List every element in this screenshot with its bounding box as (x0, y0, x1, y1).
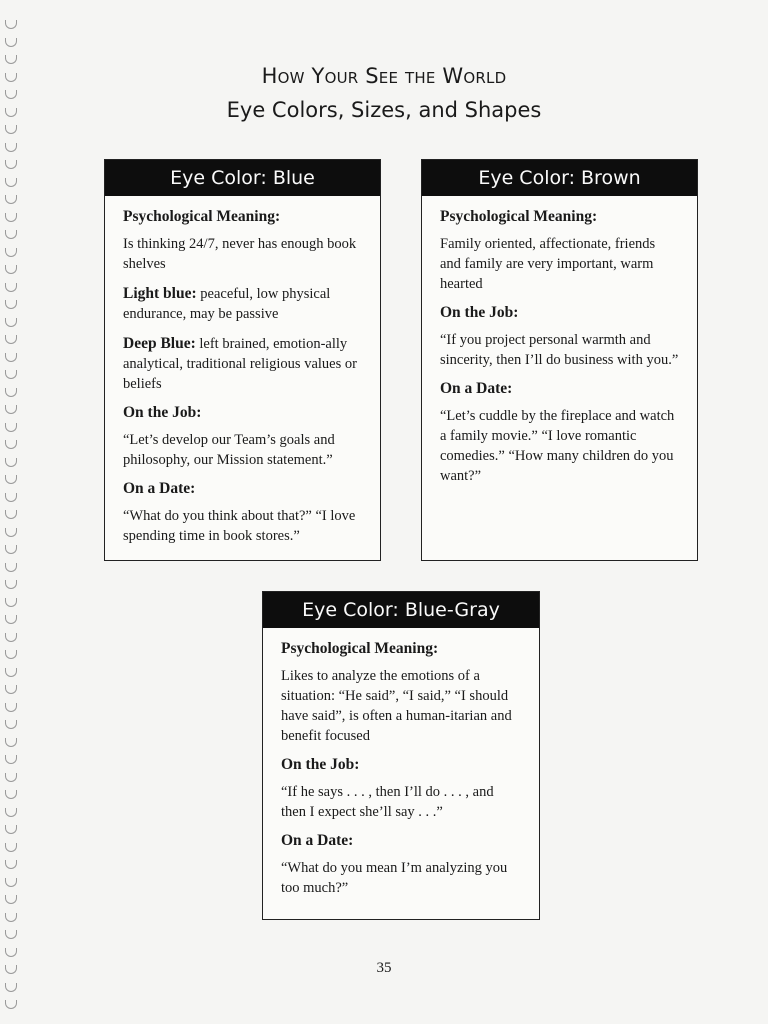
binding-ring (5, 440, 17, 449)
binding-ring (5, 55, 17, 64)
deep-blue-entry (123, 334, 362, 394)
deep-blue-text: left brained, emotion-ally analytical, traditional religious values or beliefs (123, 336, 357, 392)
binding-ring (5, 283, 17, 292)
binding-ring (5, 720, 17, 729)
binding-ring (5, 125, 17, 134)
card-header: Eye Color: Blue-Gray (263, 592, 539, 628)
binding-ring (5, 528, 17, 537)
binding-ring (5, 598, 17, 607)
binding-ring (5, 895, 17, 904)
on-the-job-heading: On the Job: (123, 404, 202, 421)
page-number: 35 (376, 960, 392, 976)
binding-ring (5, 545, 17, 554)
binding-ring (5, 580, 17, 589)
spiral-binding (2, 20, 24, 1020)
binding-ring (5, 615, 17, 624)
binding-ring (5, 913, 17, 922)
binding-ring (5, 860, 17, 869)
binding-ring (5, 353, 17, 362)
binding-ring (5, 335, 17, 344)
binding-ring (5, 790, 17, 799)
light-blue-entry (123, 284, 362, 324)
binding-ring (5, 773, 17, 782)
binding-ring (5, 843, 17, 852)
binding-ring (5, 1000, 17, 1009)
psychological-meaning-text: Is thinking 24/7, never has enough book shelves (123, 236, 357, 272)
on-a-date-text: “What do you think about that?” “I love spending time in book stores.” (123, 508, 356, 544)
binding-ring (5, 20, 17, 29)
psychological-meaning-text: Family oriented, affectionate, friends and family are very important, warm hearted (440, 236, 656, 292)
binding-ring (5, 983, 17, 992)
binding-ring (5, 160, 17, 169)
psychological-meaning-text: Likes to analyze the emotions of a situation: “He said”, “I said,” “I should have said”, is often a human-itarian and benefit focused (281, 668, 512, 744)
on-the-job-heading: On the Job: (281, 756, 360, 773)
on-a-date-heading: On a Date: (123, 480, 196, 497)
binding-ring (5, 685, 17, 694)
binding-ring (5, 143, 17, 152)
binding-ring (5, 405, 17, 414)
card-blue (104, 159, 381, 561)
on-a-date-text: “What do you mean I’m analyzing you too much?” (281, 860, 508, 896)
on-the-job-heading: On the Job: (440, 304, 519, 321)
binding-ring (5, 318, 17, 327)
binding-ring (5, 563, 17, 572)
light-blue-text: peaceful, low physical endurance, may be passive (123, 286, 331, 322)
binding-ring (5, 265, 17, 274)
psychological-meaning-heading: Psychological Meaning: (123, 208, 281, 225)
binding-ring (5, 878, 17, 887)
binding-ring (5, 650, 17, 659)
page-subtitle: Eye Colors, Sizes, and Shapes (226, 98, 542, 122)
light-blue-label: Light blue: (123, 285, 197, 302)
binding-ring (5, 248, 17, 257)
page-title: How Your See the World (261, 64, 507, 88)
on-the-job-text: “Let’s develop our Team’s goals and philosophy, our Mission statement.” (123, 432, 335, 468)
binding-ring (5, 738, 17, 747)
binding-ring (5, 493, 17, 502)
binding-ring (5, 825, 17, 834)
card-header: Eye Color: Brown (422, 160, 697, 196)
binding-ring (5, 510, 17, 519)
binding-ring (5, 703, 17, 712)
binding-ring (5, 300, 17, 309)
on-a-date-heading: On a Date: (440, 380, 513, 397)
psychological-meaning-heading: Psychological Meaning: (440, 208, 598, 225)
binding-ring (5, 213, 17, 222)
binding-ring (5, 808, 17, 817)
on-the-job-text: “If he says . . . , then I’ll do . . . , and then I expect she’ll say . . .” (281, 784, 494, 820)
on-a-date-heading: On a Date: (281, 832, 354, 849)
binding-ring (5, 230, 17, 239)
card-brown (421, 159, 698, 561)
on-a-date-text: “Let’s cuddle by the fireplace and watch a family movie.” “I love romantic comedies.” “How many children do you want?” (440, 408, 675, 484)
binding-ring (5, 388, 17, 397)
psychological-meaning-heading: Psychological Meaning: (281, 640, 439, 657)
binding-ring (5, 633, 17, 642)
on-the-job-text: “If you project personal warmth and sincerity, then I’ll do business with you.” (440, 332, 679, 368)
binding-ring (5, 948, 17, 957)
binding-ring (5, 38, 17, 47)
binding-ring (5, 423, 17, 432)
binding-ring (5, 370, 17, 379)
card-blue-gray (262, 591, 540, 920)
binding-ring (5, 668, 17, 677)
binding-ring (5, 930, 17, 939)
card-header: Eye Color: Blue (105, 160, 380, 196)
binding-ring (5, 475, 17, 484)
binding-ring (5, 178, 17, 187)
deep-blue-label: Deep Blue: (123, 335, 196, 352)
binding-ring (5, 755, 17, 764)
binding-ring (5, 195, 17, 204)
binding-ring (5, 458, 17, 467)
